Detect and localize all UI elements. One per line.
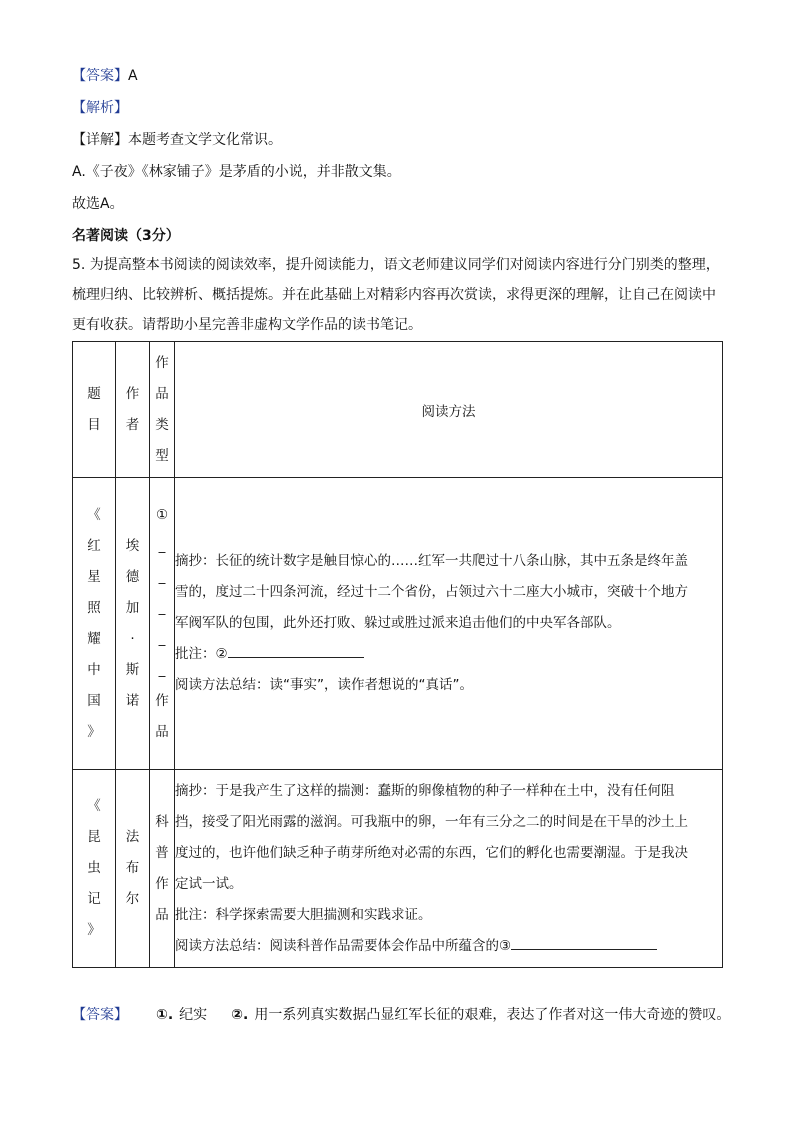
- row2-method: [175, 770, 723, 968]
- summary-label: 阅读方法总结：阅读科普作品需要体会作品中所蕴含的③: [175, 937, 512, 954]
- analysis-label: 【解析】: [72, 100, 128, 116]
- header-method: 阅读方法: [175, 342, 723, 478]
- answer-item2-marker: ②.: [231, 1007, 249, 1023]
- annotation-line: [175, 639, 722, 670]
- row1-author: 埃 德 加 · 斯 诺: [116, 478, 150, 770]
- q5-prompt-line: 5. 为提高整本书阅读的阅读效率，提升阅读能力，语文老师建议同学们对阅读内容进行分门别类的整理，: [72, 257, 720, 273]
- detail-text: 本题考查文学文化常识。: [128, 132, 282, 148]
- excerpt-line: 挡，接受了阳光雨露的滋润。可我瓶中的卵，一年有三分之二的时间是在干旱的沙土上: [175, 813, 688, 830]
- reading-notes-table: [72, 341, 723, 968]
- q5-prompt: [72, 250, 724, 340]
- table-row: [73, 478, 723, 770]
- q4-answer-line: [72, 66, 138, 86]
- annotation-blank[interactable]: [228, 643, 364, 658]
- row2-type: 科 普 作 品: [150, 770, 175, 968]
- detail-label: 【详解】: [72, 132, 128, 148]
- answer-item2-text: 用一系列真实数据凸显红军长征的艰难，表达了作者对这一伟大奇迹的赞叹。: [254, 1007, 731, 1023]
- q5-answer-line: [72, 1005, 752, 1025]
- q4-conclusion: 故选A。: [72, 196, 124, 212]
- excerpt-line: 摘抄：于是我产生了这样的揣测：蠢斯的卵像植物的种子一样种在土中，没有任何阻: [175, 782, 675, 799]
- answer-value: A: [128, 68, 138, 84]
- row1-type-blank[interactable]: ① _ _ _ _ _ 作 品: [150, 478, 175, 770]
- summary-line: [175, 931, 722, 962]
- q5-prompt-line: 更有收获。请帮助小星完善非虚构文学作品的读书笔记。: [72, 317, 422, 333]
- excerpt-line: 军阀军队的包围，此外还打败、躲过或胜过派来追击他们的中央军各部队。: [175, 615, 621, 631]
- row1-title: 《 红 星 照 耀 中 国 》: [73, 478, 116, 770]
- header-author: 作 者: [116, 342, 150, 478]
- q5-prompt-line: 梳理归纳、比较辨析、概括提炼。并在此基础上对精彩内容再次赏读，求得更深的理解，让自己在阅读中: [72, 287, 716, 303]
- answer-item1-marker: ①.: [156, 1007, 174, 1023]
- annotation-label: 批注：②: [175, 646, 228, 662]
- answer-label: 【答案】: [72, 1007, 128, 1023]
- row2-author: 法 布 尔: [116, 770, 150, 968]
- q4-option-a: A.《子夜》《林家铺子》是茅盾的小说，并非散文集。: [72, 164, 401, 180]
- excerpt-line: 雪的，度过二十四条河流，经过十二个省份，占领过六十二座大小城市，突破十个地方: [175, 584, 688, 600]
- header-title: 题 目: [73, 342, 116, 478]
- answer-item1-text: 纪实: [179, 1007, 208, 1023]
- excerpt-line: 定试一试。: [175, 875, 243, 892]
- summary-line: 阅读方法总结：读“事实”，读作者想说的“真话”。: [175, 677, 473, 693]
- table-header-row: [73, 342, 723, 478]
- header-type: 作 品 类 型: [150, 342, 175, 478]
- row1-method: [175, 478, 723, 770]
- section-title: 名著阅读（3分）: [72, 228, 180, 244]
- table-row: [73, 770, 723, 968]
- row2-title: 《 昆 虫 记 》: [73, 770, 116, 968]
- q4-detail-line: [72, 130, 282, 150]
- annotation-line: 批注：科学探索需要大胆揣测和实践求证。: [175, 906, 432, 923]
- excerpt-line: 度过的，也许他们缺乏种子萌芽所绝对必需的东西，它们的孵化也需要潮湿。于是我决: [175, 844, 688, 861]
- excerpt-line: 摘抄：长征的统计数字是触目惊心的……红军一共爬过十八条山脉，其中五条是终年盖: [175, 553, 688, 569]
- summary-blank[interactable]: [511, 935, 657, 950]
- answer-label: 【答案】: [72, 68, 128, 84]
- q4-analysis-line: [72, 98, 128, 118]
